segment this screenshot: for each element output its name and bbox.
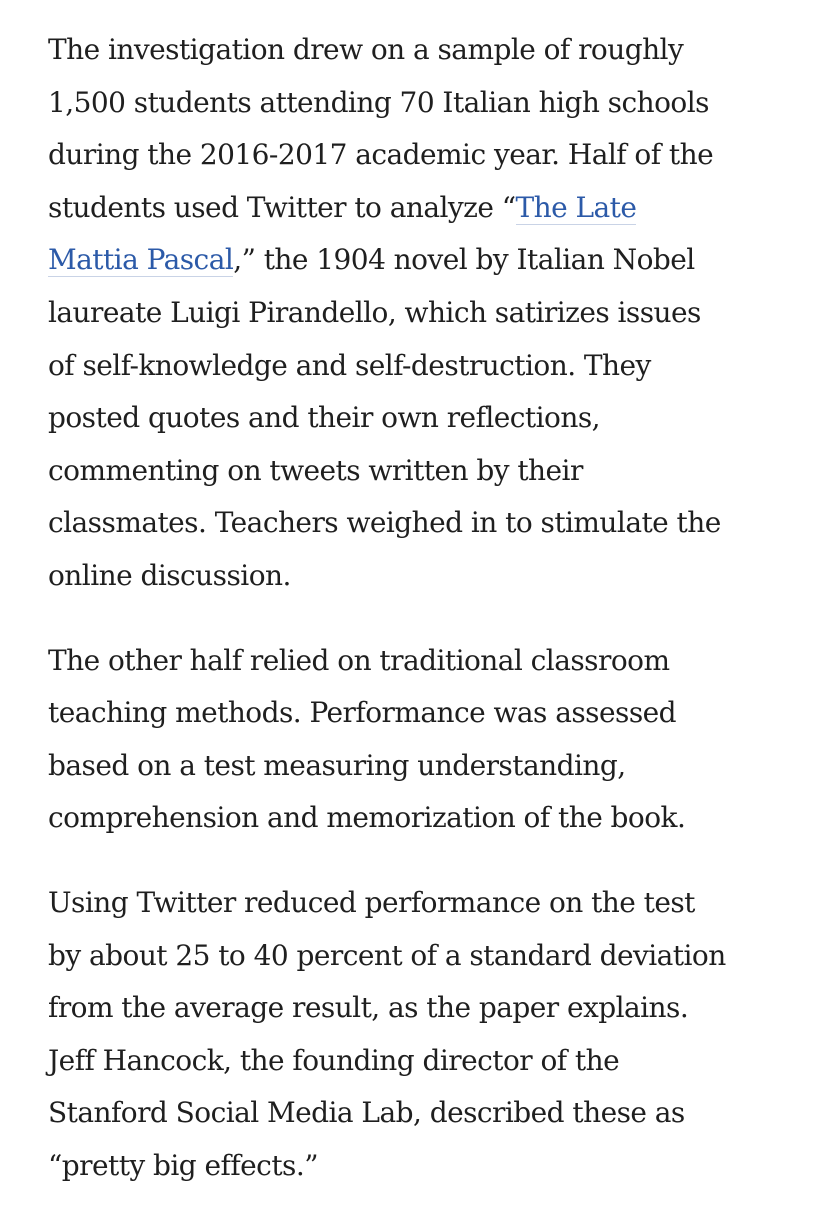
paragraph-line: teaching methods. Performance was assessed <box>48 696 677 730</box>
paragraph-line: The investigation drew on a sample of roughly <box>48 33 684 66</box>
article-body <box>48 24 788 1224</box>
paragraph-line: from the average result, as the paper explains. <box>48 991 689 1025</box>
paragraph-line: classmates. Teachers weighed in to stimulate the <box>48 506 721 540</box>
novel-title-link-part-1[interactable]: The Late <box>515 190 637 224</box>
paragraph-line <box>48 234 788 287</box>
line-text: students used Twitter to analyze “ <box>48 190 516 224</box>
paragraph-line: posted quotes and their own reflections, <box>48 401 601 435</box>
paragraph-line: comprehension and memorization of the book. <box>48 801 686 835</box>
line-text: ,” the 1904 novel by Italian Nobel <box>233 243 695 277</box>
paragraph-line <box>48 182 788 235</box>
paragraph-line: The other half relied on traditional classroom <box>48 643 670 677</box>
paragraph-line: Stanford Social Media Lab, described these as <box>48 1096 685 1130</box>
novel-title-link-part-2[interactable]: Mattia Pascal <box>48 243 234 277</box>
paragraph-line: based on a test measuring understanding, <box>48 748 626 782</box>
paragraph-line: by about 25 to 40 percent of a standard deviation <box>48 938 726 972</box>
paragraph-2 <box>48 635 788 845</box>
paragraph-line: Using Twitter reduced performance on the test <box>48 885 695 919</box>
paragraph-line: during the 2016-2017 academic year. Half of the <box>48 138 714 172</box>
paragraph-3 <box>48 877 788 1193</box>
paragraph-1 <box>48 24 788 603</box>
paragraph-line: commenting on tweets written by their <box>48 453 583 487</box>
paragraph-line: online discussion. <box>48 558 291 592</box>
paragraph-line: laureate Luigi Pirandello, which satirizes issues <box>48 295 701 329</box>
paragraph-line: of self-knowledge and self-destruction. They <box>48 348 651 382</box>
paragraph-line: “pretty big effects.” <box>48 1148 318 1182</box>
paragraph-line: Jeff Hancock, the founding director of the <box>48 1043 620 1077</box>
paragraph-line: 1,500 students attending 70 Italian high schools <box>48 85 709 119</box>
